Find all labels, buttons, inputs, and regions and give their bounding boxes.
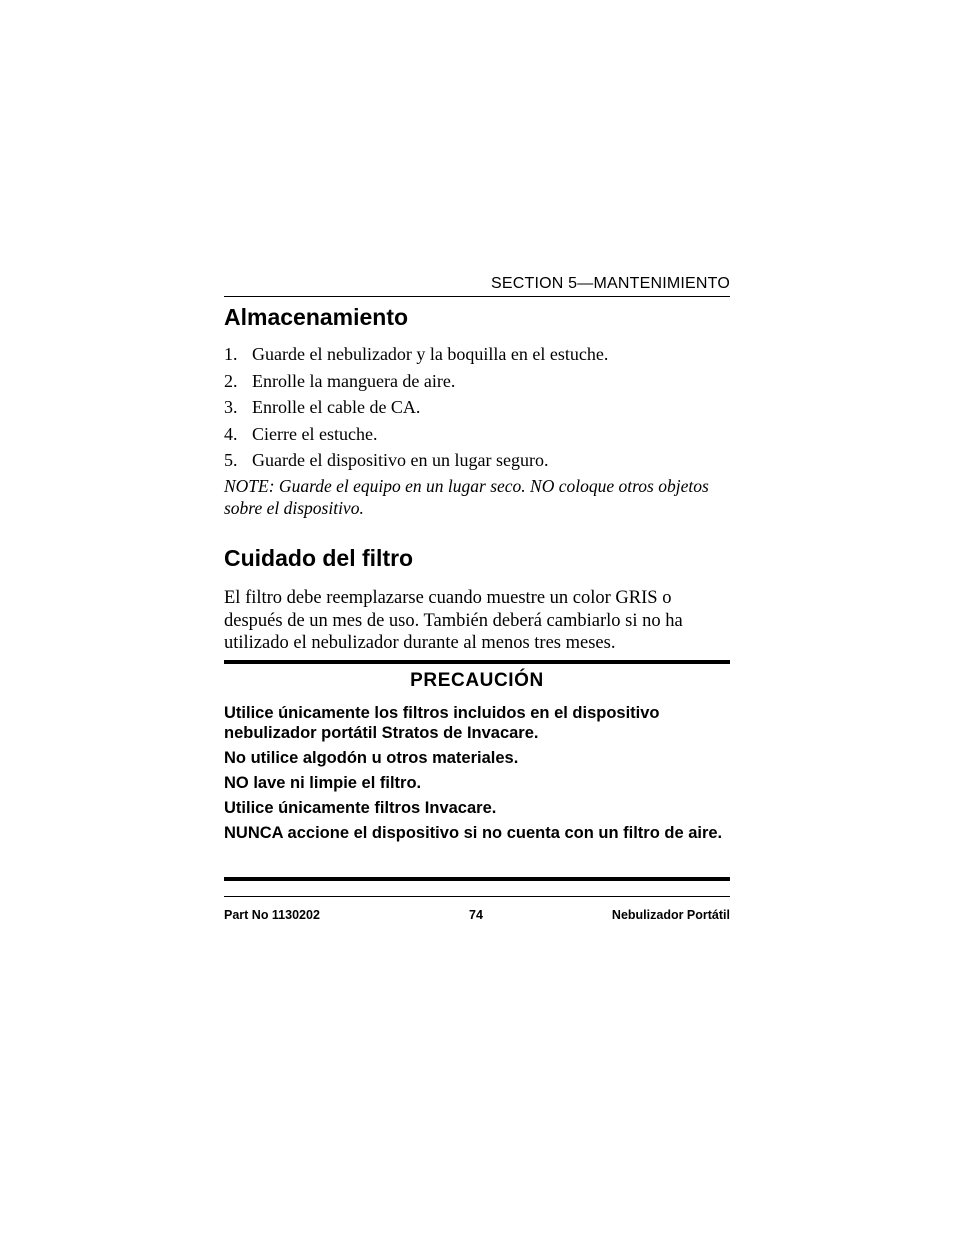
storage-heading: Almacenamiento bbox=[224, 304, 409, 330]
list-item bbox=[224, 394, 730, 421]
step-number: 3. bbox=[224, 397, 238, 418]
caution-top-rule bbox=[224, 660, 730, 664]
footer-rule bbox=[224, 896, 730, 897]
step-number: 5. bbox=[224, 450, 238, 471]
footer-product-name: Nebulizador Portátil bbox=[611, 908, 730, 922]
step-text: Cierre el estuche. bbox=[252, 423, 378, 444]
section-header: SECTION 5—MANTENIMIENTO bbox=[491, 275, 730, 292]
caution-item: Utilice únicamente los filtros incluidos en el dispositivo nebulizador portátil Stratos de Invacare. bbox=[224, 704, 660, 742]
step-text: Enrolle el cable de CA. bbox=[252, 397, 421, 418]
caution-item: NUNCA accione el dispositivo si no cuenta con un filtro de aire. bbox=[224, 824, 723, 842]
storage-steps-list bbox=[224, 341, 730, 474]
step-number: 2. bbox=[224, 370, 238, 391]
storage-note: NOTE: Guarde el equipo en un lugar seco. NO coloque otros objetos sobre el dispositivo. bbox=[224, 476, 709, 518]
step-number: 4. bbox=[224, 423, 238, 444]
list-item bbox=[224, 421, 730, 448]
step-text: Guarde el dispositivo en un lugar seguro. bbox=[252, 450, 549, 471]
step-text: Guarde el nebulizador y la boquilla en el estuche. bbox=[252, 344, 609, 364]
filter-care-paragraph: El filtro debe reemplazarse cuando muestre un color GRIS o después de un mes de uso. También deberá cambiarlo si no ha utilizado el nebulizador durante al menos tres meses. bbox=[224, 588, 683, 653]
list-item bbox=[224, 368, 730, 395]
step-text: Enrolle la manguera de aire. bbox=[252, 370, 456, 391]
list-item bbox=[224, 341, 730, 368]
caution-bottom-rule bbox=[224, 877, 730, 881]
filter-care-heading: Cuidado del filtro bbox=[224, 545, 414, 571]
list-item bbox=[224, 447, 730, 474]
footer-page-number: 74 bbox=[469, 908, 483, 922]
caution-item: Utilice únicamente filtros Invacare. bbox=[224, 799, 497, 817]
caution-item: NO lave ni limpie el filtro. bbox=[224, 774, 422, 792]
caution-item: No utilice algodón u otros materiales. bbox=[224, 749, 519, 767]
caution-title: PRECAUCIÓN bbox=[410, 670, 544, 691]
step-number: 1. bbox=[224, 344, 238, 364]
footer-part-number: Part No 1130202 bbox=[224, 908, 320, 922]
section-header-rule bbox=[224, 296, 730, 297]
